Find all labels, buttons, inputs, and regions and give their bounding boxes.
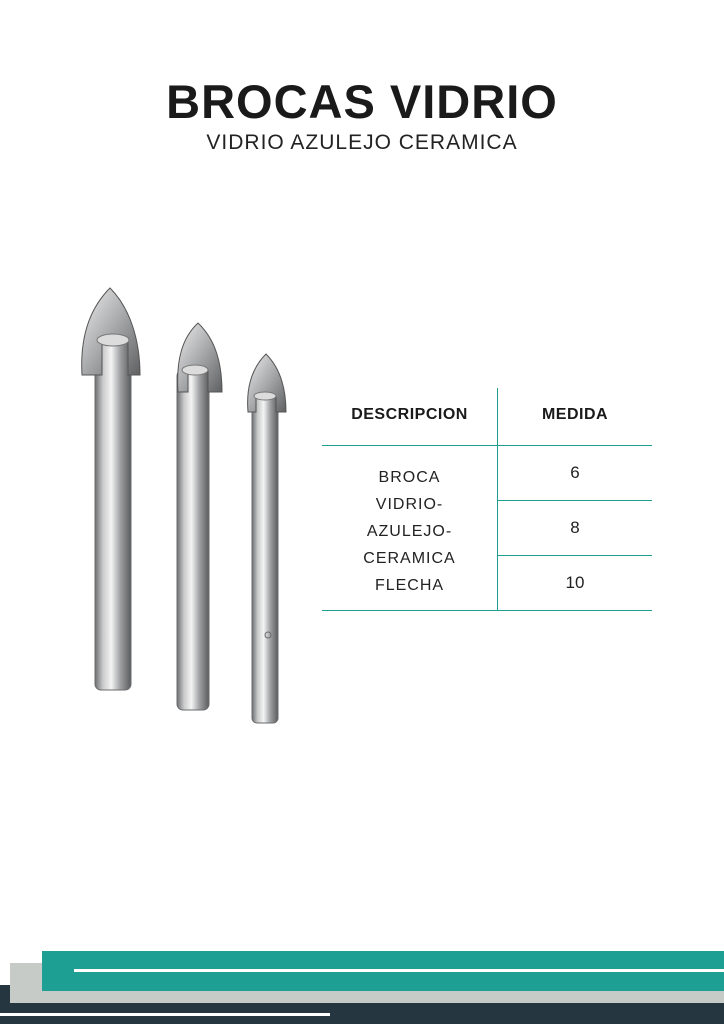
drill-bit-medium [177, 323, 222, 710]
row-rule [498, 555, 652, 556]
description-line: BROCA [378, 469, 441, 486]
product-description [322, 464, 497, 599]
specs-table [322, 388, 652, 612]
footer-stripe [74, 969, 724, 972]
size-value: 10 [565, 573, 585, 592]
description-line: AZULEJO- [366, 523, 453, 540]
header-rule [322, 445, 652, 446]
row-rule [498, 500, 652, 501]
glass-drill-bits-image [70, 280, 300, 730]
size-value: 6 [570, 463, 580, 482]
table-header-size: MEDIDA [541, 406, 609, 423]
drill-bit-large [82, 288, 140, 690]
drill-bit-small [248, 354, 286, 723]
table-header-description: DESCRIPCION [351, 406, 468, 423]
table-bottom-rule [322, 610, 652, 611]
footer-stripe [0, 1013, 330, 1016]
description-line: CERAMICA [363, 550, 456, 567]
description-line: FLECHA [374, 577, 445, 594]
page-subtitle: VIDRIO AZULEJO CERAMICA [206, 131, 518, 154]
description-line: VIDRIO- [375, 496, 444, 513]
size-value: 8 [570, 518, 580, 537]
page-title: BROCAS VIDRIO [166, 75, 558, 128]
